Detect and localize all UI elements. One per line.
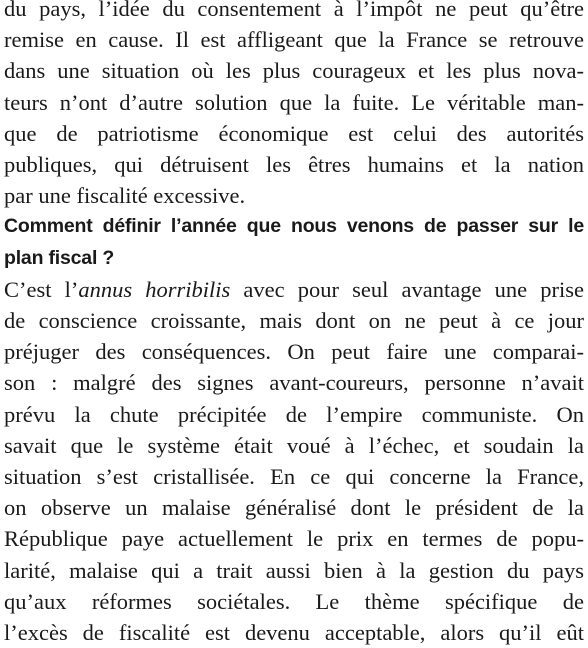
text-line-first [4,274,584,305]
text-line: publiques, qui détruisent les êtres humains et la nation [4,152,584,178]
question-line: plan fiscal ? [4,246,115,269]
text-line: larité, malaise qui a trait aussi bien à la gestion du pays [4,557,584,583]
text-line: que de patriotisme économique est celui des autorités [4,120,584,146]
interview-question [4,211,584,273]
text-line: dans une situation où les plus courageux et les plus nova- [4,58,584,84]
text-line: préjuger des conséquences. On peut faire une comparai- [4,339,584,365]
text-line: remise en cause. Il est affligeant que la France se retrouve [4,27,584,53]
text-line: son : malgré des signes avant-coureurs, personne n’avait [4,370,584,396]
answer-paragraph-2 [4,274,584,648]
italic-phrase: annus horribilis [78,276,231,302]
answer-paragraph-1 [4,0,584,211]
text-line: prévu la chute précipitée de l’empire communiste. On [4,401,584,427]
text-line: du pays, l’idée du consentement à l’impôt ne peut qu’être [4,0,584,21]
text-suffix: avec pour seul avantage une prise [230,276,584,302]
text-line: situation s’est cristallisée. En ce qui concerne la France, [4,464,584,490]
text-line: qu’aux réformes sociétales. Le thème spécifique de [4,588,584,614]
question-line: Comment définir l’année que nous venons de passer sur le [4,215,584,238]
text-line: République paye actuellement le prix en termes de popu- [4,526,584,552]
text-line: savait que le système était voué à l’échec, et soudain la [4,432,584,458]
text-prefix: C’est l’ [4,276,79,302]
text-line: par une fiscalité excessive. [4,183,246,209]
text-line: l’excès de fiscalité est devenu acceptable, alors qu’il eût [4,620,584,646]
text-line: on observe un malaise généralisé dont le président de la [4,495,584,521]
text-line: teurs n’ont d’autre solution que la fuite. Le véritable man- [4,89,584,115]
text-line: de conscience croissante, mais dont on ne peut à ce jour [4,308,584,334]
